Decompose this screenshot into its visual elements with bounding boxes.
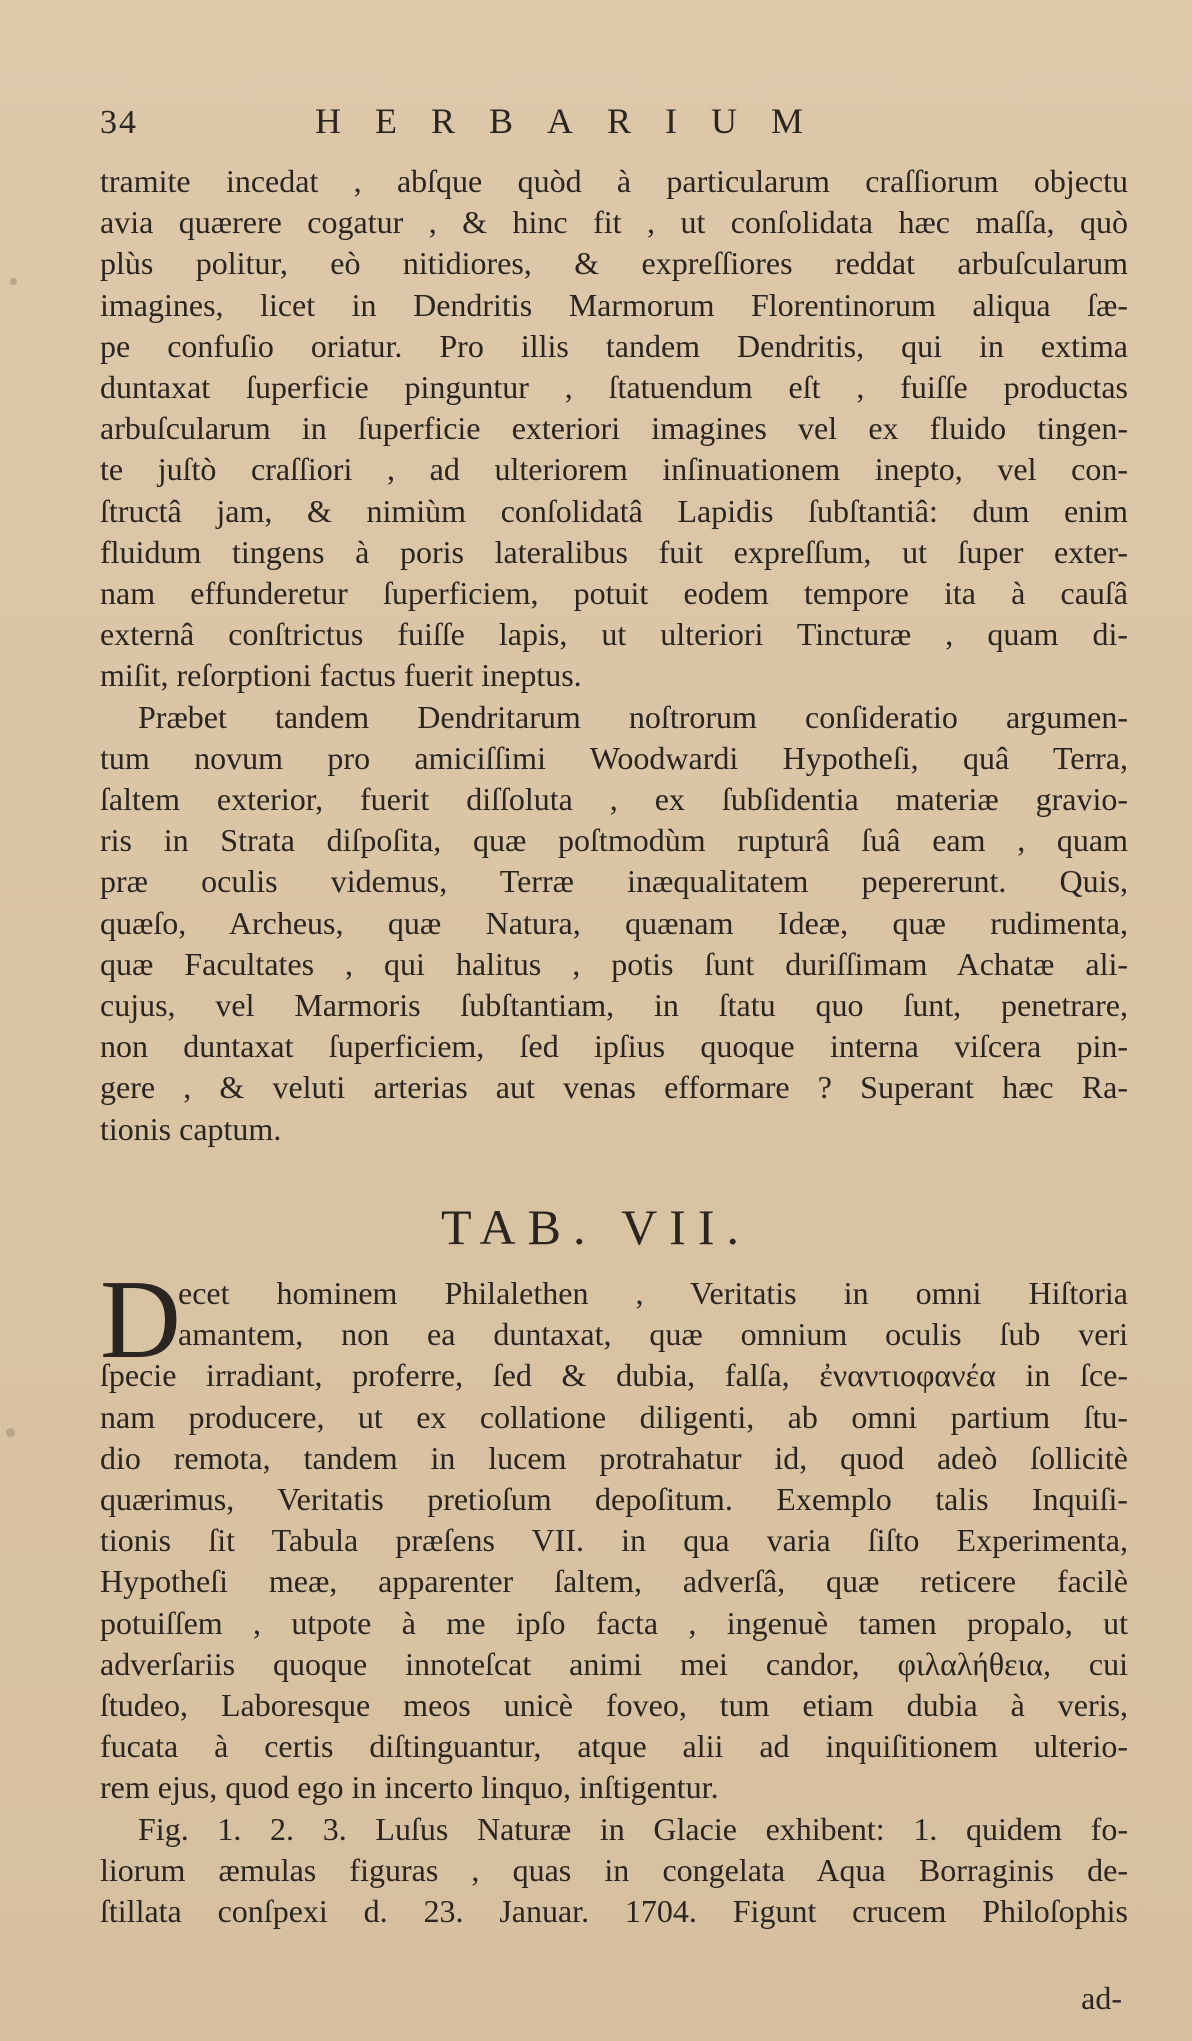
paragraph-first-line: Fig. 1. 2. 3. Luſus Naturæ in Glacie exhibent: 1. quidem fo- <box>138 1810 1128 1847</box>
text-line: ſtructâ jam, & nimiùm conſolidatâ Lapidis ſubſtantiâ: dum enim <box>100 492 1128 529</box>
text-line: plùs politur, eò nitidiores, & expreſſiores reddat arbuſcularum <box>100 245 1128 282</box>
text-line: te juſtò craſſiori , ad ulteriorem inſinuationem inepto, vel con- <box>100 451 1128 488</box>
page-number: 34 <box>100 104 138 141</box>
text-line: ſaltem exterior, fuerit diſſoluta , ex ſubſidentia materiæ gravio- <box>100 781 1128 818</box>
text-line: cujus, vel Marmoris ſubſtantiam, in ſtatu quo ſunt, penetrare, <box>100 987 1128 1024</box>
text-line: arbuſcularum in ſuperficie exteriori imagines vel ex fluido tingen- <box>100 410 1128 447</box>
text-line: ſpecie irradiant, proferre, ſed & dubia, falſa, ἐναντιοφανέα in ſce- <box>100 1357 1128 1394</box>
body-text-continuation <box>100 161 1128 1150</box>
section-heading: TAB. VII. <box>440 1199 751 1255</box>
text-line: quæſo, Archeus, quæ Natura, quænam Ideæ, quæ rudimenta, <box>100 904 1128 941</box>
text-line: præ oculis videmus, Terræ inæqualitatem pepererunt. Quis, <box>100 863 1128 900</box>
page-header <box>100 98 1130 148</box>
text-line: dio remota, tandem in lucem protrahatur id, quod adeò ſollicitè <box>100 1439 1128 1476</box>
text-line: ſtillata conſpexi d. 23. Januar. 1704. Figunt crucem Philoſophis <box>100 1893 1128 1930</box>
paper-spot <box>6 1428 15 1437</box>
text-line: liorum æmulas figuras , quas in congelata Aqua Borraginis de- <box>100 1851 1128 1888</box>
text-line: tionis captum. <box>100 1110 282 1147</box>
text-line: Hypotheſi meæ, apparenter ſaltem, adverſâ, quæ reticere facilè <box>100 1563 1128 1600</box>
running-title: HERBARIUM <box>315 101 838 141</box>
text-line: fucata à certis diſtinguantur, atque alii ad inquiſitionem ulterio- <box>100 1728 1128 1765</box>
text-line: tramite incedat , abſque quòd à particularum craſſiorum objectu <box>100 163 1128 199</box>
body-text-section <box>100 1273 1128 1932</box>
paragraph-first-line: Præbet tandem Dendritarum noſtrorum conſideratio argumen- <box>138 698 1128 735</box>
text-line: nam producere, ut ex collatione diligenti, ab omni partium ſtu- <box>100 1398 1128 1435</box>
paper-spot <box>10 278 17 285</box>
text-line: ecet hominem Philalethen , Veritatis in omni Hiſtoria <box>178 1275 1128 1311</box>
text-line: duntaxat ſuperficie pinguntur , ſtatuendum eſt , fuiſſe productas <box>100 369 1128 406</box>
text-line: adverſariis quoque innoteſcat animi mei candor, φιλαλήθεια, cui <box>100 1645 1128 1682</box>
drop-cap-initial: D <box>100 1258 181 1382</box>
text-line: avia quærere cogatur , & hinc fit , ut conſolidata hæc maſſa, quò <box>100 204 1128 241</box>
text-line: nam effunderetur ſuperficiem, potuit eodem tempore ita à cauſâ <box>100 575 1128 612</box>
text-line: quæ Facultates , qui halitus , potis ſunt duriſſimam Achatæ ali- <box>100 945 1128 982</box>
text-line: externâ conſtrictus fuiſſe lapis, ut ulteriori Tincturæ , quam di- <box>100 616 1128 653</box>
text-line: rem ejus, quod ego in incerto linquo, inſtigentur. <box>100 1769 719 1806</box>
text-line: imagines, licet in Dendritis Marmorum Florentinorum aliqua ſæ- <box>100 286 1128 323</box>
text-line: tionis ſit Tabula præſens VII. in qua varia ſiſto Experimenta, <box>100 1522 1128 1559</box>
text-line: fluidum tingens à poris lateralibus fuit expreſſum, ut ſuper exter- <box>100 533 1128 570</box>
text-line: gere , & veluti arterias aut venas efformare ? Superant hæc Ra- <box>100 1069 1128 1106</box>
text-line: non duntaxat ſuperficiem, ſed ipſius quoque interna viſcera pin- <box>100 1028 1128 1065</box>
text-line: pe confuſio oriatur. Pro illis tandem Dendritis, qui in extima <box>100 327 1128 364</box>
text-line: ris in Strata diſpoſita, quæ poſtmodùm rupturâ ſuâ eam , quam <box>100 822 1128 859</box>
text-line: ſtudeo, Laboresque meos unicè foveo, tum etiam dubia à veris, <box>100 1687 1128 1724</box>
text-line: amantem, non ea duntaxat, quæ omnium oculis ſub veri <box>178 1316 1128 1353</box>
text-line: quærimus, Veritatis pretioſum depoſitum. Exemplo talis Inquiſi- <box>100 1481 1128 1518</box>
text-line: potuiſſem , utpote à me ipſo facta , ingenuè tamen propalo, ut <box>100 1604 1128 1641</box>
text-line: tum novum pro amiciſſimi Woodwardi Hypotheſi, quâ Terra, <box>100 739 1128 776</box>
text-line: miſit, reſorptioni factus fuerit ineptus. <box>100 657 582 694</box>
catchword: ad- <box>1081 1980 1122 2016</box>
